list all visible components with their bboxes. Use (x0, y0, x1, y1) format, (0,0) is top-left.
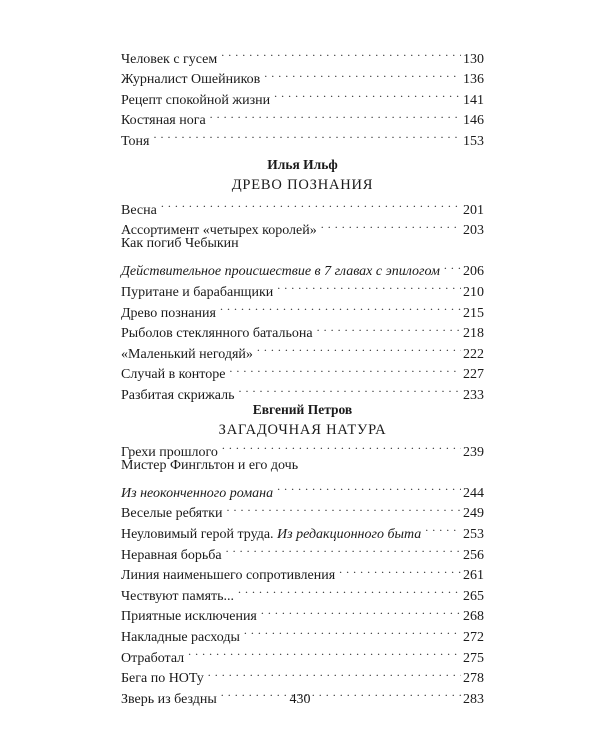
leader-dots (210, 104, 461, 125)
toc-entry-title: Бега по НОТу (121, 671, 204, 687)
toc-entry-page: 244 (463, 485, 484, 501)
toc-section-continuation (121, 42, 484, 149)
leader-dots (274, 83, 461, 104)
leader-dots (208, 662, 461, 683)
toc-entry-page: 233 (463, 387, 484, 403)
leader-dots (153, 124, 461, 145)
toc-entry-title: Пуритане и барабанщики (121, 284, 274, 300)
toc-entry (121, 193, 484, 218)
toc-entry-page: 206 (463, 264, 484, 280)
toc-entry-title: Разбитая скрижаль (121, 387, 235, 403)
toc-entry-title: Линия наименьшего сопротивления (121, 568, 336, 584)
leader-dots (226, 538, 461, 559)
leader-dots (226, 497, 461, 518)
leader-dots (244, 620, 461, 641)
toc-entry-subtitle: Из неоконченного романа (121, 485, 274, 501)
toc-entry (121, 42, 484, 67)
toc-entry-title: Грехи прошлого (121, 444, 218, 460)
page-number: 430 (289, 692, 311, 707)
toc-entry-heading-line (121, 456, 484, 477)
toc-entry-page: 201 (463, 202, 484, 218)
leader-dots (229, 358, 461, 379)
toc-entry-page: 130 (463, 51, 484, 67)
toc-entry-title: Древо познания (121, 305, 216, 321)
toc-entry-title: Чествуют память... (121, 588, 235, 604)
toc-entry-title: Зверь из бездны (121, 691, 217, 707)
toc-section-petrov (121, 435, 484, 707)
toc-entry (121, 255, 484, 280)
toc-entry-page: 141 (463, 92, 484, 108)
toc-entry (121, 124, 484, 149)
leader-dots (188, 641, 461, 662)
leader-dots (317, 317, 461, 338)
toc-entry-title: Рыболов стеклянного батальона (121, 326, 313, 342)
leader-dots (339, 559, 461, 580)
toc-entry-title: Неравная борьба (121, 547, 222, 563)
section-heading-ilf (121, 155, 484, 195)
toc-entry-title: Приятные исключения (121, 609, 257, 625)
toc-entry-page: 253 (463, 526, 484, 542)
toc-entry-title: Ассортимент «четырех королей» (121, 223, 317, 239)
toc-entry-page: 146 (463, 113, 484, 129)
leader-dots (222, 435, 461, 456)
toc-entry-title: Рецепт спокойной жизни (121, 92, 271, 108)
toc-entry-title: Мистер Фингльтон и его дочь (121, 457, 299, 473)
toc-entry-page: 153 (463, 133, 484, 149)
toc-entry-page: 239 (463, 444, 484, 460)
section-author: Илья Ильф (267, 157, 338, 172)
toc-entry-page: 275 (463, 650, 484, 666)
toc-entry-title: Костяная нога (121, 113, 206, 129)
toc-entry-page: 278 (463, 671, 484, 687)
leader-dots (261, 600, 461, 621)
leader-dots (321, 214, 461, 235)
toc-entry-title: Человек с гусем (121, 51, 218, 67)
section-title: ДРЕВО ПОЗНАНИЯ (231, 177, 374, 193)
toc-entry-title-main: Неуловимый герой труда. (121, 526, 274, 542)
leader-dots (277, 275, 461, 296)
toc-entry-title: Весна (121, 202, 157, 218)
toc-entry-title: Отработал (121, 650, 185, 666)
toc-entry-page: 210 (463, 284, 484, 300)
toc-entry-page: 222 (463, 346, 484, 362)
toc-entry-page: 268 (463, 609, 484, 625)
toc-entry-page: 136 (463, 72, 484, 88)
section-title: ЗАГАДОЧНАЯ НАТУРА (218, 422, 387, 438)
leader-dots (221, 42, 461, 63)
leader-dots (238, 579, 461, 600)
toc-entry-title: Журналист Ошейников (121, 72, 261, 88)
toc-entry-title: «Маленький негодяй» (121, 346, 253, 362)
leader-dots (220, 296, 461, 317)
toc-entry-title: Веселые ребятки (121, 506, 223, 522)
toc-entry-page: 261 (463, 568, 484, 584)
toc-entry-page: 215 (463, 305, 484, 321)
toc-entry-page: 283 (463, 691, 484, 707)
toc-entry-page: 272 (463, 629, 484, 645)
toc-entry-page: 203 (463, 223, 484, 239)
toc-entry-title: Случай в конторе (121, 367, 226, 383)
toc-entry-page: 227 (463, 367, 484, 383)
toc-entry-page: 218 (463, 326, 484, 342)
toc-entry (121, 435, 484, 460)
leader-dots (161, 193, 461, 214)
toc-entry-title: Как погиб Чебыкин (121, 236, 239, 252)
toc-entry-page: 249 (463, 506, 484, 522)
toc-entry-title-italic: Из редакционного быта (277, 526, 422, 542)
toc-entry-title: Тоня (121, 133, 150, 149)
toc-entry-page: 256 (463, 547, 484, 563)
leader-dots (277, 476, 461, 497)
leader-dots (425, 517, 461, 538)
section-heading-petrov (121, 400, 484, 440)
section-author: Евгений Петров (252, 402, 353, 417)
toc-entry-page: 265 (463, 588, 484, 604)
toc-entry (121, 476, 484, 501)
toc-entry-title: Накладные расходы (121, 629, 240, 645)
toc-section-ilf (121, 193, 484, 403)
toc-entry (121, 214, 484, 239)
leader-dots (264, 63, 461, 84)
leader-dots (444, 255, 461, 276)
leader-dots (238, 378, 461, 399)
leader-dots (257, 337, 461, 358)
toc-entry-subtitle: Действительное происшествие в 7 главах с эпилогом (121, 264, 440, 280)
